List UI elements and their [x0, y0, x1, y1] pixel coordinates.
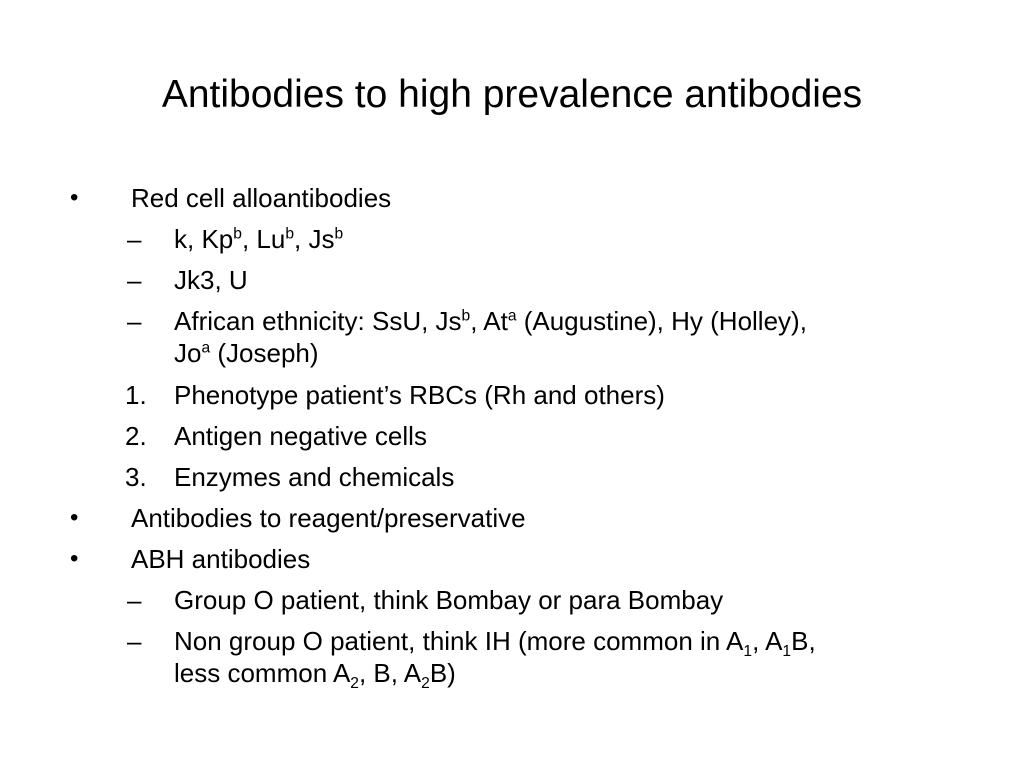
- list-item-enzymes: Enzymes and chemicals: [174, 462, 455, 492]
- dash-marker: –: [127, 585, 142, 615]
- list-item-non-group-o: Non group O patient, think IH (more common in $A_1$, $A_1B$,: [174, 626, 816, 661]
- dash-marker: –: [127, 224, 142, 254]
- list-item-african-ethnicity-cont: Jo$^a$ (Joseph): [174, 338, 319, 368]
- list-item-phenotype: Phenotype patient’s RBCs (Rh and others): [174, 380, 665, 410]
- list-item-abh: ABH antibodies: [131, 544, 311, 574]
- list-item-red-cell: Red cell alloantibodies: [131, 183, 392, 213]
- list-item-group-o: Group O patient, think Bombay or para Bombay: [174, 585, 724, 615]
- bullet-marker: •: [70, 545, 79, 572]
- list-item-antigen-negative: Antigen negative cells: [174, 421, 427, 451]
- dash-marker: –: [127, 265, 142, 295]
- slide-title: Antibodies to high prevalence antibodies: [161, 73, 863, 116]
- list-item-jk3-u: Jk3, U: [174, 265, 248, 295]
- number-marker: 3.: [125, 462, 147, 492]
- bullet-marker: •: [70, 184, 79, 211]
- number-marker: 2.: [125, 421, 147, 451]
- dash-marker: –: [127, 306, 142, 336]
- list-item-k-kp-lu-js: k, Kp$^b$, Lu$^b$, Js$^b$: [174, 224, 344, 254]
- list-item-african-ethnicity: African ethnicity: SsU, Js$^b$, At$^a$ (Augustine), Hy (Holley),: [174, 306, 807, 336]
- bullet-marker: •: [70, 504, 79, 531]
- dash-marker: –: [127, 626, 142, 656]
- list-item-reagent: Antibodies to reagent/preservative: [131, 503, 526, 533]
- list-item-non-group-o-cont: less common $A_2$, B, $A_2B$): [174, 658, 456, 693]
- number-marker: 1.: [125, 380, 147, 410]
